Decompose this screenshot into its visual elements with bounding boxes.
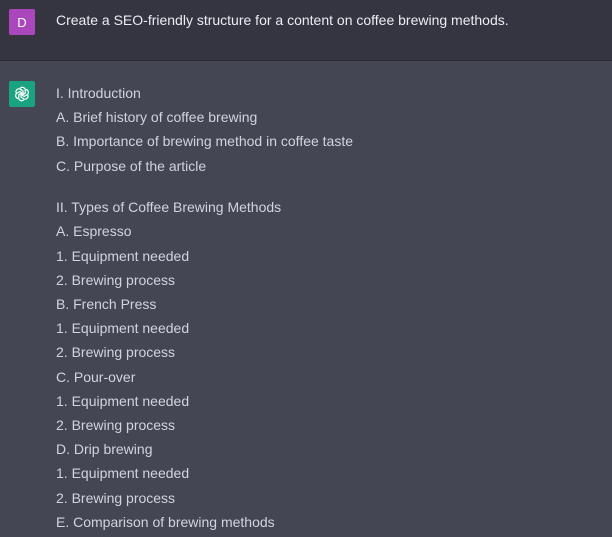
outline-line: D. Drip brewing [56,441,153,458]
outline-line: 2. Brewing process [56,416,176,433]
outline-line: C. Purpose of the article [56,157,207,174]
outline-line: 1. Equipment needed [56,465,190,482]
user-message-text: Create a SEO-friendly structure for a content on coffee brewing methods. [56,12,509,28]
outline-line: I. Introduction [56,85,141,101]
assistant-message-row [0,61,612,537]
outline-line: 1. Equipment needed [56,320,190,337]
assistant-avatar [9,81,35,107]
user-message-row [0,0,612,61]
user-avatar-letter: D [17,14,27,30]
outline-line: II. Types of Coffee Brewing Methods [56,199,282,216]
outline-line: 2. Brewing process [56,271,176,288]
outline-line: A. Brief history of coffee brewing [56,109,258,126]
outline-line: 2. Brewing process [56,489,176,506]
outline-line: C. Pour-over [56,368,136,385]
outline-spacer [56,181,353,199]
assistant-outline [56,84,353,537]
user-avatar [9,9,35,35]
outline-line: 1. Equipment needed [56,392,190,409]
outline-line: 1. Equipment needed [56,247,190,264]
outline-line: B. Importance of brewing method in coffee taste [56,133,354,150]
outline-line: 2. Brewing process [56,344,176,361]
outline-line: B. French Press [56,296,157,312]
openai-logo-icon [13,85,31,103]
outline-line: A. Espresso [56,223,132,240]
outline-line: E. Comparison of brewing methods [56,513,275,530]
